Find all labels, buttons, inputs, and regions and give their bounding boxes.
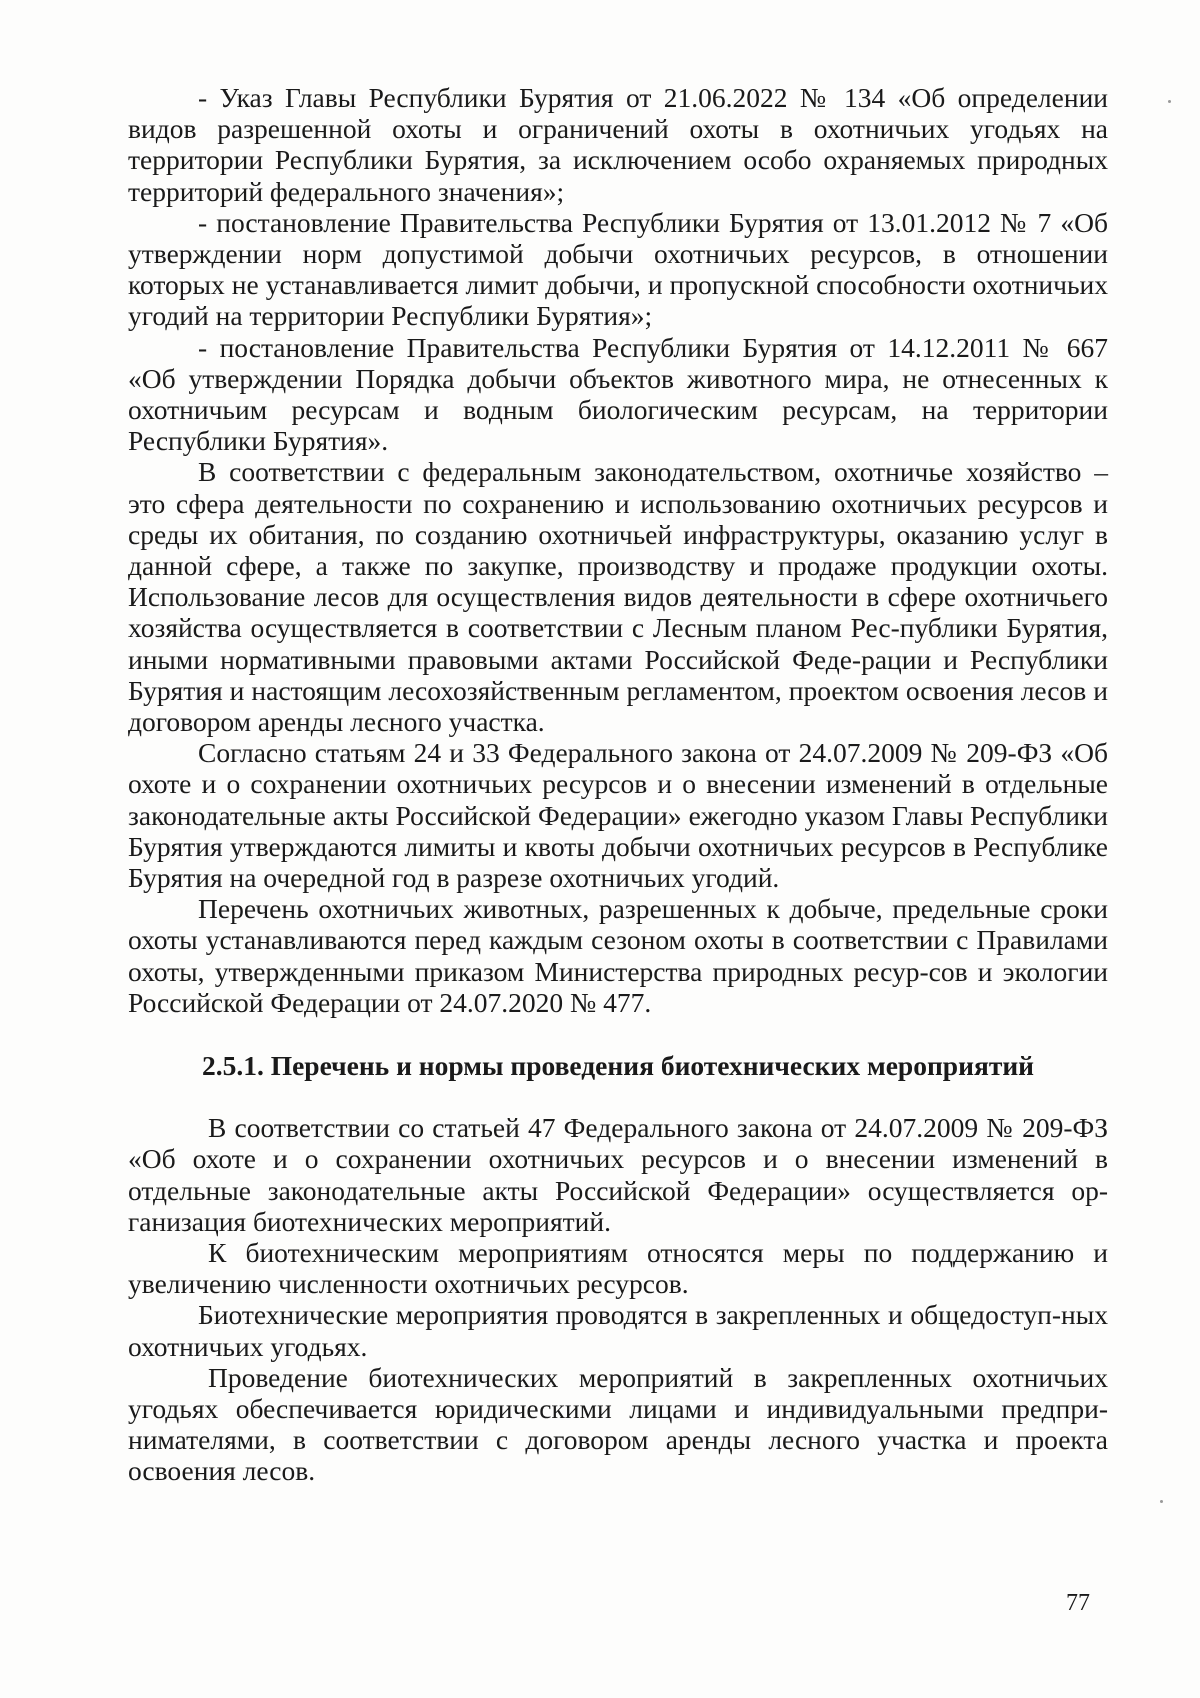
scan-speck-2 (1160, 1500, 1163, 1503)
paragraph-decree-134: - Указ Главы Республики Бурятия от 21.06.2022 № 134 «Об определении видов разрешенной охоты и ограничений охоты в охотничьих угодьях на территории Республики Бурятия, за исключением особо охраняемых природных территорий федерального значения»; (128, 82, 1108, 207)
page-number: 77 (1066, 1590, 1090, 1616)
paragraph-article-47: В соответствии со статьей 47 Федерального закона от 24.07.2009 № 209-ФЗ «Об охоте и о сохранении охотничьих ресурсов и о внесении изменений в отдельные законодательные акты Российской Федерации» осуществляется ор-ганизация биотехнических мероприятий. (128, 1112, 1108, 1237)
paragraph-resolution-667: - постановление Правительства Республики Бурятия от 14.12.2011 № 667 «Об утверждении Порядка добычи объектов животного мира, не отнесенных к охотничьим ресурсам и водным биологическим ресурсам, на территории Республики Бурятия». (128, 331, 1108, 457)
paragraph-hunting-economy: В соответствии с федеральным законодательством, охотничье хозяйство – это сфера деятельности по сохранению и использованию охотничьих ресурсов и среды их обитания, по созданию охотничьей инфраструктуры, оказанию услуг в данной сфере, а также по закупке, производству и продаже продукции охоты. Использование лесов для осуществления видов деятельности в сфере охотничьего хозяйства осуществляется в соответствии с Лесным планом Рес-публики Бурятия, иными нормативными правовыми актами Российской Феде-рации и Республики Бурятия и настоящим лесохозяйственным регламентом, проектом освоения лесов и договором аренды лесного участка. (128, 456, 1108, 738)
paragraph-hunting-animals-list: Перечень охотничьих животных, разрешенных к добыче, предельные сроки охоты устанавливаются перед каждым сезоном охоты в соответствии с Правилами охоты, утвержденными приказом Министерства природных ресур-сов и экологии Российской Федерации от 24.07.2020 № 477. (128, 893, 1108, 1018)
paragraph-biotech-responsibility: Проведение биотехнических мероприятий в закрепленных охотничьих угодьях обеспечивается юридическими лицами и индивидуальными предпри-нимателями, в соответствии с договором аренды лесного участка и проекта освоения лесов. (128, 1361, 1108, 1487)
paragraph-biotech-measures: К биотехническим мероприятиям относятся меры по поддержанию и увеличению численности охотничьих ресурсов. (128, 1236, 1108, 1300)
paragraph-biotech-lands: Биотехнические мероприятия проводятся в закрепленных и общедоступ-ных охотничьих угодьях. (128, 1299, 1108, 1362)
page-content (128, 82, 1108, 1487)
section-heading: 2.5.1. Перечень и нормы проведения биотехнических мероприятий (201, 1050, 1035, 1082)
paragraph-limits-quotas: Согласно статьям 24 и 33 Федерального закона от 24.07.2009 № 209-ФЗ «Об охоте и о сохранении охотничьих ресурсов и о внесении изменений в отдельные законодательные акты Российской Федерации» ежегодно указом Главы Республики Бурятия утверждаются лимиты и квоты добычи охотничьих ресурсов в Республике Бурятия на очередной год в разрезе охотничьих угодий. (128, 737, 1108, 894)
paragraph-resolution-7: - постановление Правительства Республики Бурятия от 13.01.2012 № 7 «Об утверждении норм допустимой добычи охотничьих ресурсов, в отношении которых не устанавливается лимит добычи, и пропускной способности охотничьих угодий на территории Республики Бурятия»; (128, 206, 1108, 332)
scan-speck-1 (1168, 100, 1171, 103)
